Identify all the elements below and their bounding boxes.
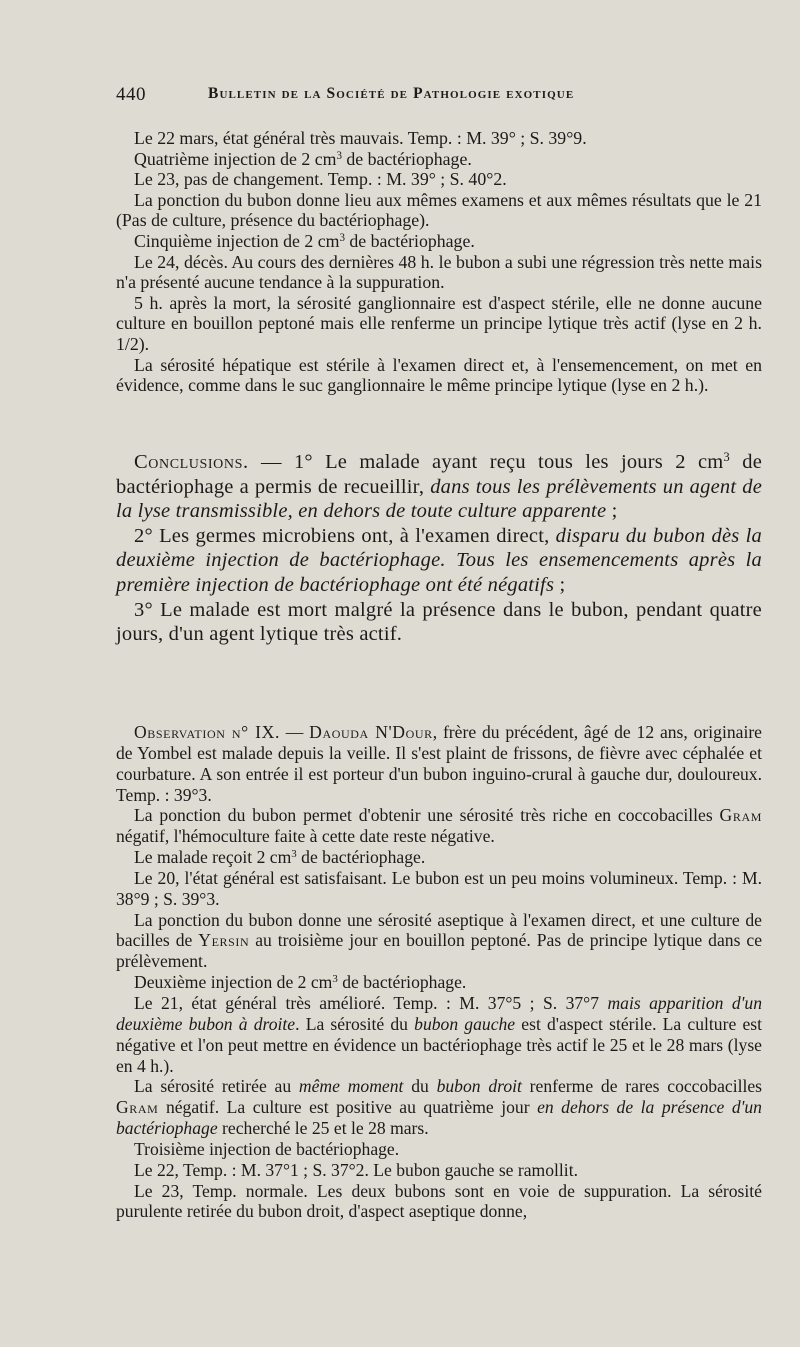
observation-continuation: [116, 128, 762, 396]
observation-heading: Observation n° IX.: [134, 722, 280, 742]
paragraph: [116, 805, 762, 847]
running-title: Bulletin de la Société de Pathologie exotique: [208, 85, 575, 102]
paragraph: [116, 252, 762, 293]
paragraph: [116, 868, 762, 910]
text: de bactériophage.: [341, 148, 472, 169]
paragraph: [116, 722, 762, 805]
text: ;: [606, 500, 618, 523]
paragraph: [116, 847, 762, 868]
text: Le 22, Temp. : M. 37°1 ; S. 37°2. Le bubon gauche se ramollit.: [134, 1159, 578, 1180]
text: Le 23, pas de changement. Temp. : M. 39° ; S. 40°2.: [134, 169, 507, 190]
patient-name: Daouda N'Dour: [309, 722, 433, 742]
emphasis: même moment: [298, 1076, 404, 1097]
superscript: 3: [339, 231, 345, 244]
paragraph: [116, 128, 762, 149]
page-number: 440: [116, 84, 146, 105]
text: Cinquième injection de 2 cm: [134, 230, 340, 251]
text: Gram: [116, 1097, 159, 1118]
text: Le malade reçoit 2 cm: [134, 847, 292, 868]
paragraph: [116, 1076, 762, 1139]
text: de bactériophage.: [296, 847, 426, 868]
emphasis: en dehors de la présence d'un bactériophage: [116, 1097, 762, 1139]
text: La sérosité retirée au: [134, 1076, 299, 1097]
paragraph: [116, 910, 762, 973]
text: Deuxième injection de 2 cm: [134, 972, 333, 993]
text: La ponction du bubon permet d'obtenir une sérosité très riche en coccobacilles: [134, 805, 720, 826]
emphasis: bubon gauche: [414, 1013, 516, 1034]
paragraph: [116, 993, 762, 1076]
text: La ponction du bubon donne lieu aux mêmes examens et aux mêmes résultats que le 21 (Pas de culture, présence du bactériophage).: [116, 189, 762, 231]
emphasis: bubon droit: [436, 1076, 522, 1097]
text: 5 h. après la mort, la sérosité ganglionnaire est d'aspect stérile, elle ne donne aucune culture en bouillon peptoné mais elle renferme un principe lytique très actif (lyse en 2 h. 1/2).: [116, 292, 762, 354]
paragraph: [116, 190, 762, 231]
observation-ix: [116, 722, 762, 1222]
emphasis: mais apparition d'un deuxième bubon à droite: [116, 992, 763, 1034]
text: Yersin: [198, 930, 250, 951]
text: négatif. La culture est positive au quatrième jour: [158, 1097, 538, 1118]
paragraph: [116, 1160, 762, 1181]
text: Le 20, l'état général est satisfaisant. Le bubon est un peu moins volumineux. Temp. : M. 38°9 ; S. 39°3.: [116, 867, 762, 909]
text: de bactériophage.: [344, 230, 475, 251]
conclusions-section: [116, 450, 762, 647]
text: — 1° Le malade ayant reçu tous les jours 2 cm: [248, 451, 724, 473]
conclusion-1: [116, 450, 762, 524]
text: de bactériophage a permis de recueillir,: [116, 451, 762, 498]
paragraph: [116, 1139, 762, 1160]
text: Le 22 mars, état général très mauvais. Temp. : M. 39° ; S. 39°9.: [134, 128, 587, 148]
paragraph: [116, 972, 762, 993]
superscript: 3: [336, 149, 342, 162]
conclusion-2: [116, 524, 762, 598]
text: —: [279, 722, 310, 742]
paragraph: [116, 293, 762, 355]
text: Le 21, état général très amélioré. Temp. : M. 37°5 ; S. 37°7: [134, 992, 608, 1013]
conclusions-heading: Conclusions.: [134, 451, 249, 473]
paragraph: [116, 1181, 762, 1223]
text: . La sérosité du: [295, 1013, 415, 1034]
text: 2° Les germes microbiens ont, à l'examen direct,: [134, 524, 556, 547]
text: est d'aspect stérile. La culture est négative et l'on peut mettre en évidence un bactériophage très actif le 25 et le 28 mars (lyse en 4 h.).: [116, 1013, 762, 1076]
text: ;: [554, 573, 566, 596]
text: du: [403, 1076, 437, 1097]
text: Troisième injection de bactériophage.: [134, 1138, 400, 1159]
text: Gram: [719, 805, 762, 826]
paragraph: [116, 169, 762, 190]
conclusion-3: [116, 598, 762, 647]
text: négatif, l'hémoculture faite à cette date reste négative.: [116, 826, 495, 847]
text: Quatrième injection de 2 cm: [134, 148, 337, 169]
text: renferme de rares coccobacilles: [521, 1076, 763, 1097]
superscript: 3: [291, 848, 297, 861]
text: 3° Le malade est mort malgré la présence dans le bubon, pendant quatre jours, d'un agent lytique très actif.: [116, 598, 762, 646]
text: , frère du précédent, âgé de 12 ans, originaire de Yombel est malade depuis la veille. Il s'est plaint de frissons, de fièvre avec céphalée et courbature. A son entrée il est porteur d'un bubon inguino-crural à gauche dur, douloureux. Temp. : 39°3.: [116, 722, 762, 805]
text: de bactériophage.: [337, 972, 467, 993]
superscript: 3: [723, 450, 730, 465]
text: La sérosité hépatique est stérile à l'examen direct et, à l'ensemencement, on met en évidence, comme dans le suc ganglionnaire le même principe lytique (lyse en 2 h.).: [116, 354, 762, 396]
paragraph: [116, 355, 762, 396]
text: La ponction du bubon donne une sérosité aseptique à l'examen direct, et une culture de bacilles de: [116, 909, 762, 951]
emphasis: disparu du bubon dès la deuxième injection de bactériophage. Tous les ensemencements après la première injection de bactériophage ont été négatifs: [116, 524, 762, 596]
text: au troisième jour en bouillon peptoné. Pas de principe lytique dans ce prélèvement.: [116, 930, 763, 972]
page-header: [116, 84, 706, 110]
superscript: 3: [332, 973, 338, 986]
paragraph: [116, 231, 762, 252]
text: Le 24, décès. Au cours des dernières 48 h. le bubon a subi une régression très nette mais n'a présenté aucune tendance à la suppuration.: [116, 251, 762, 293]
emphasis: dans tous les prélèvements un agent de la lyse transmissible, en dehors de toute culture apparente: [116, 475, 763, 523]
text: Le 23, Temp. normale. Les deux bubons sont en voie de suppuration. La sérosité purulente retirée du bubon droit, d'aspect aseptique donne,: [116, 1180, 762, 1222]
text: recherché le 25 et le 28 mars.: [217, 1118, 429, 1139]
paragraph: [116, 149, 762, 170]
